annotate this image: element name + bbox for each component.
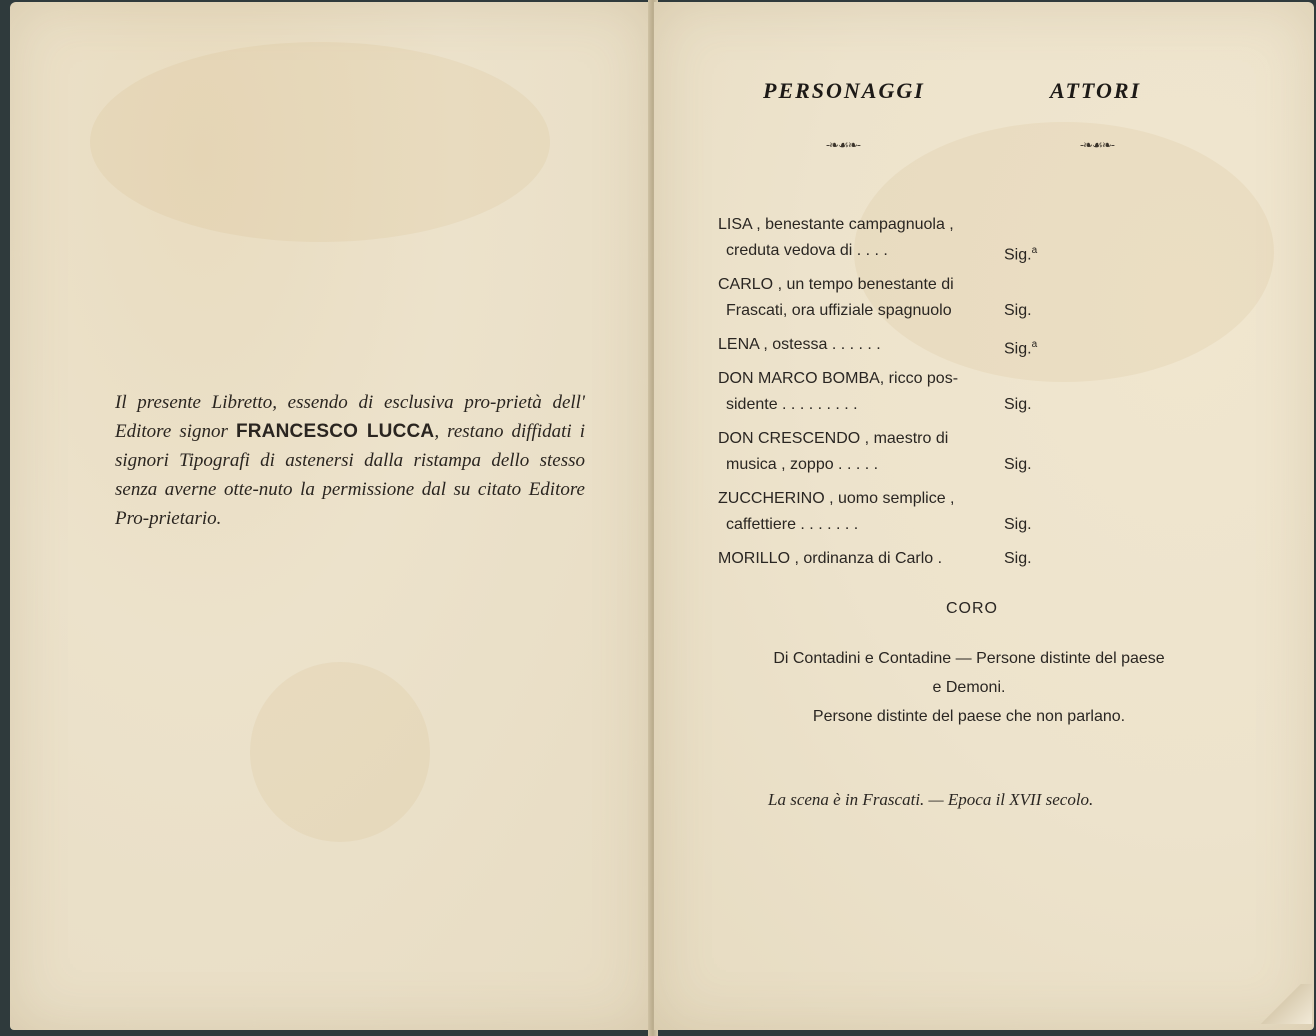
copyright-notice [115, 388, 585, 533]
cast-entry-don-crescendo [718, 426, 1068, 478]
actor-sig: Sig. [1004, 396, 1032, 413]
paper-stain [250, 662, 430, 842]
ornament-icon: -❧☙❧- [826, 138, 860, 152]
role-description: LISA , benestante campagnuola , [718, 216, 954, 233]
actor-slot [1004, 332, 1037, 358]
role-description: musica , zoppo . . . . . [726, 456, 879, 473]
role-description: MORILLO , ordinanza di Carlo . [718, 550, 943, 567]
header-personaggi: PERSONAGGI [763, 78, 925, 103]
ornament-icon: -❧☙❧- [1080, 138, 1114, 152]
coro-description [726, 644, 1212, 731]
role-description: caffettiere . . . . . . . [726, 516, 859, 533]
actor-sig: Sig. [1004, 550, 1032, 567]
actor-sig: Sig. [1004, 456, 1032, 473]
coro-line: Di Contadini e Contadine — Persone distinte del paese [773, 650, 1165, 667]
folded-corner [1258, 984, 1312, 1024]
role-description: DON MARCO BOMBA, ricco pos- [718, 370, 959, 387]
cast-entry-don-marco-bomba [718, 366, 1068, 418]
cast-entry-carlo [718, 272, 1068, 324]
coro-heading: CORO [946, 600, 998, 617]
header-attori: ATTORI [1050, 78, 1142, 103]
role-description: LENA , ostessa . . . . . . [718, 336, 881, 353]
publisher-name: FRANCESCO LUCCA [235, 421, 435, 442]
role-description: ZUCCHERINO , uomo semplice , [718, 490, 955, 507]
actor-slot [1004, 452, 1032, 478]
actor-slot [1004, 546, 1032, 572]
role-description: sidente . . . . . . . . . [726, 396, 858, 413]
actor-sig: Sig. [1004, 516, 1032, 533]
actor-slot [1004, 392, 1032, 418]
paper-stain [90, 42, 550, 242]
role-description: creduta vedova di . . . . [726, 242, 888, 259]
actor-slot [1004, 298, 1032, 324]
coro-line: Persone distinte del paese che non parlano. [812, 708, 1126, 725]
actor-sig: Sig. [1004, 302, 1032, 319]
cast-entry-morillo [718, 546, 1068, 572]
cast-list [718, 212, 1068, 580]
scene-setting: La scena è in Frascati. — Epoca il XVII secolo. [768, 790, 1094, 809]
cast-entry-lisa [718, 212, 1068, 264]
actor-slot [1004, 238, 1037, 264]
role-description: Frascati, ora uffiziale spagnuolo [726, 302, 952, 319]
actor-sig-sup: a [1031, 339, 1038, 350]
coro-line: e Demoni. [932, 679, 1006, 696]
actor-sig: Sig. [1004, 246, 1032, 264]
role-description: DON CRESCENDO , maestro di [718, 430, 949, 447]
actor-sig-sup: a [1031, 245, 1038, 256]
notice-text: Il presente Libretto, essendo di esclusiva pro-prietà dell' Editore signor [115, 392, 585, 442]
cast-entry-zuccherino [718, 486, 1068, 538]
notice-text: , restano diffidati i signori Tipografi di astenersi dalla ristampa dello stesso senza averne otte-nuto la permissione dal su citato Editore Pro-prietario. [115, 421, 585, 529]
role-description: CARLO , un tempo benestante di [718, 276, 954, 293]
actor-slot [1004, 512, 1032, 538]
actor-sig: Sig. [1004, 340, 1032, 358]
cast-entry-lena [718, 332, 1068, 358]
